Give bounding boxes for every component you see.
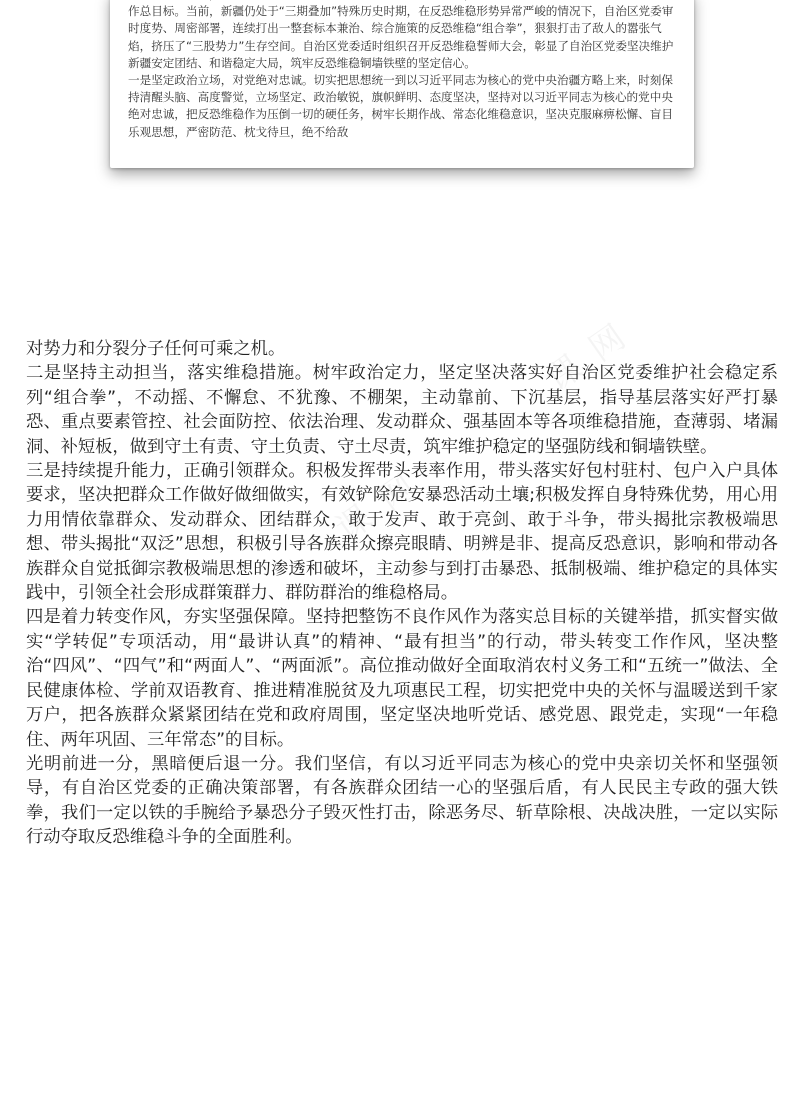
preview-text	[128, 0, 676, 141]
preview-paragraph: 作总目标。当前，新疆仍处于“三期叠加”特殊历史时期，在反恐维稳形势异常严峻的情况下，自治区党委审时度势、周密部署，连续打出一整套标本兼治、综合施策的反恐维稳“组合拳”，狠狠打击了敌人的嚣张气焰，挤压了“三股势力”生存空间。自治区党委适时组织召开反恐维稳誓师大会，彰显了自治区党委坚决维护新疆安定团结、和谐稳定大局，筑牢反恐维稳铜墙铁壁的坚定信心。	[128, 4, 674, 70]
watermark: 课 网	[328, 464, 427, 550]
preview-paragraph: 一是坚定政治立场，对党绝对忠诚。切实把思想统一到以习近平同志为核心的党中央治疆方略上来，时刻保持清醒头脑、高度警觉，立场坚定、政治敏锐，旗帜鲜明、态度坚决，坚持对以习近平同志为核心的党中央绝对忠诚，把反恐维稳作为压倒一切的硬任务，树牢长期作战、常态化维稳意识，坚决克服麻痹松懈、盲目乐观思想，严密防范、枕戈待旦，绝不给敌	[128, 73, 673, 139]
body-paragraph: 光明前进一分，黑暗便后退一分。我们坚信，有以习近平同志为核心的党中央亲切关怀和坚强领导，有自治区党委的正确决策部署，有各族群众团结一心的坚强后盾，有人民民主专政的强大铁拳，我们一定以铁的手腕给予暴恐分子毁灭性打击，除恶务尽、斩草除根、决战决胜，一定以实际行动夺取反恐维稳斗争的全面胜利。	[26, 753, 778, 848]
document-body	[26, 337, 778, 850]
body-paragraph: 对势力和分裂分子任何可乘之机。	[26, 339, 286, 359]
document-preview-card	[110, 0, 694, 168]
body-paragraph: 三是持续提升能力，正确引领群众。积极发挥带头表率作用，带头落实好包村驻村、包户入户具体要求，坚决把群众工作做好做细做实，有效铲除危安暴恐活动土壤;积极发挥自身特殊优势，用心用力用情依靠群众、发动群众、团结群众，敢于发声、敢于亮剑、敢于斗争，带头揭批宗教极端思想、带头揭批“双泛”思想，积极引导各族群众擦亮眼睛、明辨是非、提高反恐意识，影响和带动各族群众自觉抵御宗教极端思想的渗透和破坏，主动参与到打击暴恐、抵制极端、维护稳定的具体实践中，引领全社会形成群策群力、群防群治的维稳格局。	[26, 461, 778, 604]
watermark: 课 网	[538, 314, 637, 400]
body-paragraph: 四是着力转变作风，夯实坚强保障。坚持把整饬不良作风作为落实总目标的关键举措，抓实督实做实“学转促”专项活动，用“最讲认真”的精神、“最有担当”的行动，带头转变工作作风，坚决整治“四风”、“四气”和“两面人”、“两面派”。高位推动做好全面取消农村义务工和“五统一”做法、全民健康体检、学前双语教育、推进精准脱贫及九项惠民工程，切实把党中央的关怀与温暖送到千家万户，把各族群众紧紧团结在党和政府周围，坚定坚决地听党话、感党恩、跟党走，实现“一年稳住、两年巩固、三年常态”的目标。	[26, 607, 778, 750]
body-paragraph: 二是坚持主动担当，落实维稳措施。树牢政治定力，坚定坚决落实好自治区党委维护社会稳定系列“组合拳”，不动摇、不懈怠、不犹豫、不棚架，主动靠前、下沉基层，指导基层落实好严打暴恐、重点要素管控、社会面防控、依法治理、发动群众、强基固本等各项维稳措施，查薄弱、堵漏洞、补短板，做到守土有责、守土负责、守土尽责，筑牢维护稳定的坚强防线和铜墙铁壁。	[26, 363, 778, 457]
